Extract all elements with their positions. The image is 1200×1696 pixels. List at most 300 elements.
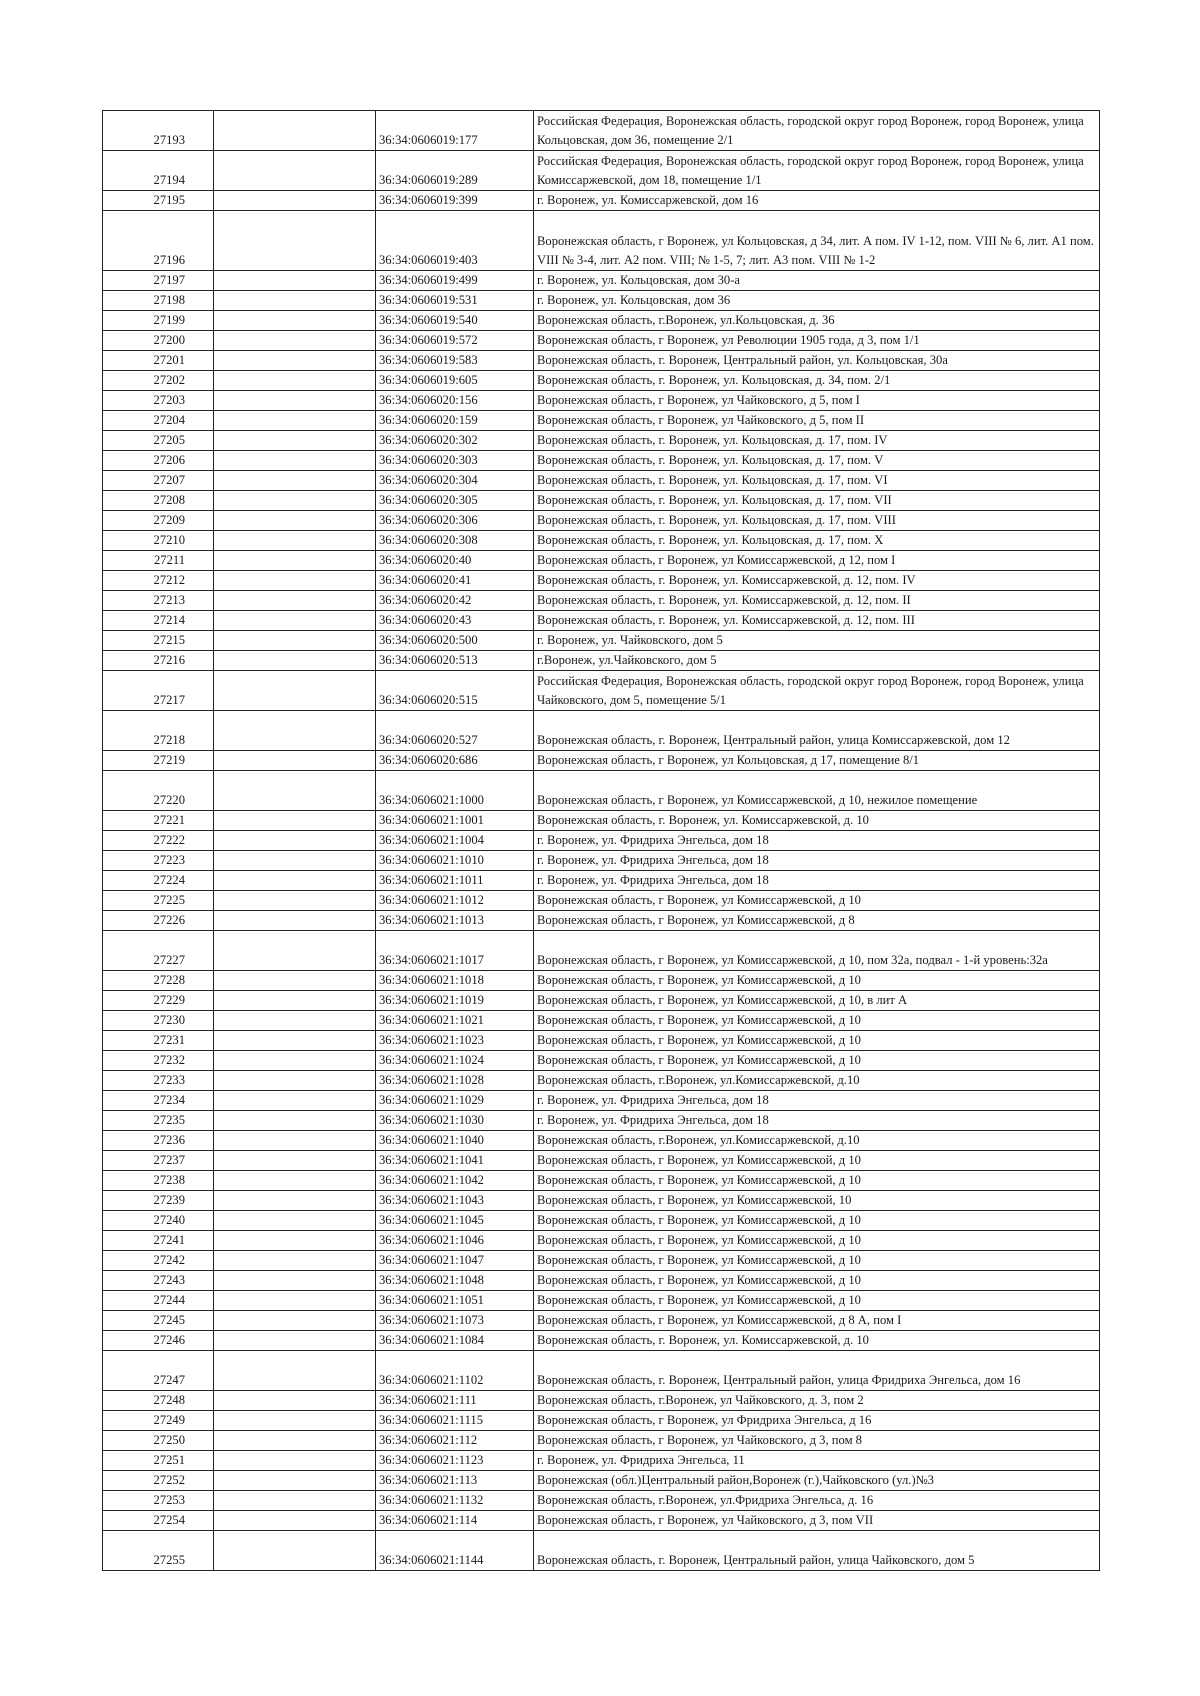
cadastral-number-cell: 36:34:0606021:1045 [376, 1211, 534, 1231]
row-number-cell: 27238 [103, 1171, 214, 1191]
row-number-cell: 27197 [103, 271, 214, 291]
address-cell: Воронежская область, г. Воронеж, Центральный район, ул. Кольцовская, 30а [534, 351, 1100, 371]
cadastral-number-cell: 36:34:0606020:527 [376, 711, 534, 751]
address-cell: Воронежская область, г Воронеж, ул Чайковского, д 3, пом VII [534, 1511, 1100, 1531]
row-number-cell: 27216 [103, 651, 214, 671]
row-number-cell: 27221 [103, 811, 214, 831]
row-number-cell: 27198 [103, 291, 214, 311]
cadastral-number-cell: 36:34:0606019:583 [376, 351, 534, 371]
address-cell: Воронежская область, г Воронеж, ул Комиссаржевской, д 10, нежилое помещение [534, 771, 1100, 811]
address-cell: Воронежская область, г Воронеж, ул Комиссаржевской, д 10, в лит А [534, 991, 1100, 1011]
cadastral-number-cell: 36:34:0606019:289 [376, 151, 534, 191]
row-number-cell: 27243 [103, 1271, 214, 1291]
table-row [103, 1111, 1100, 1131]
table-row [103, 291, 1100, 311]
table-row [103, 451, 1100, 471]
table-row [103, 391, 1100, 411]
table-row [103, 1411, 1100, 1431]
address-cell: Воронежская область, г Воронеж, ул Комиссаржевской, д 12, пом I [534, 551, 1100, 571]
table-row [103, 1251, 1100, 1271]
table-row [103, 331, 1100, 351]
empty-cell [214, 1351, 376, 1391]
cadastral-number-cell: 36:34:0606019:499 [376, 271, 534, 291]
empty-cell [214, 211, 376, 271]
empty-cell [214, 1031, 376, 1051]
row-number-cell: 27209 [103, 511, 214, 531]
address-cell: Воронежская область, г.Воронеж, ул Чайковского, д. 3, пом 2 [534, 1391, 1100, 1411]
table-row [103, 431, 1100, 451]
empty-cell [214, 1251, 376, 1271]
cadastral-number-cell: 36:34:0606021:1001 [376, 811, 534, 831]
cadastral-number-cell: 36:34:0606020:306 [376, 511, 534, 531]
row-number-cell: 27223 [103, 851, 214, 871]
address-cell: Воронежская область, г.Воронеж, ул.Комиссаржевской, д.10 [534, 1131, 1100, 1151]
table-row [103, 1151, 1100, 1171]
row-number-cell: 27220 [103, 771, 214, 811]
row-number-cell: 27206 [103, 451, 214, 471]
table-row [103, 1331, 1100, 1351]
cadastral-number-cell: 36:34:0606021:1010 [376, 851, 534, 871]
address-cell: г. Воронеж, ул. Фридриха Энгельса, дом 18 [534, 831, 1100, 851]
table-row [103, 871, 1100, 891]
row-number-cell: 27202 [103, 371, 214, 391]
table-row [103, 831, 1100, 851]
address-cell: Воронежская (обл.)Центральный район,Воронеж (г.),Чайковского (ул.)№3 [534, 1471, 1100, 1491]
empty-cell [214, 191, 376, 211]
address-cell: Воронежская область, г.Воронеж, ул.Фридриха Энгельса, д. 16 [534, 1491, 1100, 1511]
table-row [103, 511, 1100, 531]
cadastral-number-cell: 36:34:0606020:43 [376, 611, 534, 631]
cadastral-number-cell: 36:34:0606021:1046 [376, 1231, 534, 1251]
table-row [103, 1431, 1100, 1451]
row-number-cell: 27214 [103, 611, 214, 631]
cadastral-number-cell: 36:34:0606020:40 [376, 551, 534, 571]
address-cell: г. Воронеж, ул. Чайковского, дом 5 [534, 631, 1100, 651]
empty-cell [214, 431, 376, 451]
address-cell: Воронежская область, г Воронеж, ул Чайковского, д 3, пом 8 [534, 1431, 1100, 1451]
cadastral-number-cell: 36:34:0606021:1115 [376, 1411, 534, 1431]
row-number-cell: 27233 [103, 1071, 214, 1091]
table-row [103, 971, 1100, 991]
empty-cell [214, 611, 376, 631]
address-cell: Воронежская область, г. Воронеж, Центральный район, улица Фридриха Энгельса, дом 16 [534, 1351, 1100, 1391]
row-number-cell: 27229 [103, 991, 214, 1011]
address-cell: Воронежская область, г Воронеж, ул Комиссаржевской, д 10, пом 32а, подвал - 1-й уровень:32а [534, 931, 1100, 971]
address-cell: Воронежская область, г. Воронеж, ул. Комиссаржевской, д. 10 [534, 811, 1100, 831]
table-row [103, 471, 1100, 491]
cadastral-number-cell: 36:34:0606021:1030 [376, 1111, 534, 1131]
address-cell: Воронежская область, г Воронеж, ул Комиссаржевской, д 10 [534, 1231, 1100, 1251]
empty-cell [214, 1511, 376, 1531]
cadastral-number-cell: 36:34:0606021:112 [376, 1431, 534, 1451]
table-row [103, 351, 1100, 371]
empty-cell [214, 1211, 376, 1231]
address-cell: г. Воронеж, ул. Кольцовская, дом 36 [534, 291, 1100, 311]
cadastral-number-cell: 36:34:0606019:605 [376, 371, 534, 391]
address-cell: Воронежская область, г. Воронеж, ул. Комиссаржевской, д. 12, пом. IV [534, 571, 1100, 591]
table-row [103, 931, 1100, 971]
empty-cell [214, 811, 376, 831]
empty-cell [214, 771, 376, 811]
address-cell: Воронежская область, г Воронеж, ул Комиссаржевской, д 10 [534, 1051, 1100, 1071]
table-row [103, 611, 1100, 631]
row-number-cell: 27218 [103, 711, 214, 751]
cadastral-number-cell: 36:34:0606021:1011 [376, 871, 534, 891]
row-number-cell: 27213 [103, 591, 214, 611]
row-number-cell: 27199 [103, 311, 214, 331]
row-number-cell: 27203 [103, 391, 214, 411]
registry-body [103, 111, 1100, 1571]
address-cell: г. Воронеж, ул. Кольцовская, дом 30-а [534, 271, 1100, 291]
address-cell: Воронежская область, г Воронеж, ул Революции 1905 года, д 3, пом 1/1 [534, 331, 1100, 351]
address-cell: г. Воронеж, ул. Фридриха Энгельса, дом 18 [534, 1091, 1100, 1111]
row-number-cell: 27204 [103, 411, 214, 431]
cadastral-number-cell: 36:34:0606021:1043 [376, 1191, 534, 1211]
cadastral-number-cell: 36:34:0606020:156 [376, 391, 534, 411]
row-number-cell: 27226 [103, 911, 214, 931]
table-row [103, 991, 1100, 1011]
cadastral-number-cell: 36:34:0606020:304 [376, 471, 534, 491]
table-row [103, 751, 1100, 771]
address-cell: Воронежская область, г Воронеж, ул Комиссаржевской, д 10 [534, 1171, 1100, 1191]
empty-cell [214, 1431, 376, 1451]
empty-cell [214, 971, 376, 991]
row-number-cell: 27246 [103, 1331, 214, 1351]
table-row [103, 711, 1100, 751]
cadastral-number-cell: 36:34:0606021:1144 [376, 1531, 534, 1571]
row-number-cell: 27245 [103, 1311, 214, 1331]
address-cell: Воронежская область, г. Воронеж, ул. Комиссаржевской, д. 10 [534, 1331, 1100, 1351]
row-number-cell: 27200 [103, 331, 214, 351]
row-number-cell: 27236 [103, 1131, 214, 1151]
address-cell: Воронежская область, г Воронеж, ул Комиссаржевской, д 10 [534, 891, 1100, 911]
cadastral-number-cell: 36:34:0606021:1040 [376, 1131, 534, 1151]
cadastral-number-cell: 36:34:0606020:41 [376, 571, 534, 591]
empty-cell [214, 911, 376, 931]
cadastral-number-cell: 36:34:0606020:159 [376, 411, 534, 431]
row-number-cell: 27231 [103, 1031, 214, 1051]
row-number-cell: 27249 [103, 1411, 214, 1431]
address-cell: Воронежская область, г. Воронеж, ул. Комиссаржевской, д. 12, пом. III [534, 611, 1100, 631]
table-row [103, 851, 1100, 871]
address-cell: Воронежская область, г Воронеж, ул Комиссаржевской, д 8 [534, 911, 1100, 931]
cadastral-number-cell: 36:34:0606021:1084 [376, 1331, 534, 1351]
cadastral-number-cell: 36:34:0606019:399 [376, 191, 534, 211]
row-number-cell: 27248 [103, 1391, 214, 1411]
empty-cell [214, 451, 376, 471]
table-row [103, 1231, 1100, 1251]
row-number-cell: 27242 [103, 1251, 214, 1271]
empty-cell [214, 1391, 376, 1411]
cadastral-number-cell: 36:34:0606021:1018 [376, 971, 534, 991]
address-cell: г. Воронеж, ул. Фридриха Энгельса, дом 18 [534, 871, 1100, 891]
address-cell: Воронежская область, г. Воронеж, ул. Комиссаржевской, д. 12, пом. II [534, 591, 1100, 611]
cadastral-number-cell: 36:34:0606021:1023 [376, 1031, 534, 1051]
empty-cell [214, 471, 376, 491]
table-row [103, 1071, 1100, 1091]
registry-table [102, 110, 1100, 1571]
empty-cell [214, 1231, 376, 1251]
address-cell: Российская Федерация, Воронежская область, городской округ город Воронеж, город Воронеж, улица Комиссаржевской, дом 18, помещение 1/1 [534, 151, 1100, 191]
row-number-cell: 27217 [103, 671, 214, 711]
address-cell: Воронежская область, г Воронеж, ул Комиссаржевской, д 10 [534, 1271, 1100, 1291]
cadastral-number-cell: 36:34:0606021:1029 [376, 1091, 534, 1111]
address-cell: Воронежская область, г Воронеж, ул Чайковского, д 5, пом I [534, 391, 1100, 411]
cadastral-number-cell: 36:34:0606019:531 [376, 291, 534, 311]
row-number-cell: 27201 [103, 351, 214, 371]
empty-cell [214, 391, 376, 411]
row-number-cell: 27241 [103, 1231, 214, 1251]
address-cell: Воронежская область, г Воронеж, ул Комиссаржевской, д 10 [534, 1251, 1100, 1271]
table-row [103, 1011, 1100, 1031]
cadastral-number-cell: 36:34:0606021:1017 [376, 931, 534, 971]
cadastral-number-cell: 36:34:0606021:1012 [376, 891, 534, 911]
cadastral-number-cell: 36:34:0606021:1004 [376, 831, 534, 851]
empty-cell [214, 1331, 376, 1351]
cadastral-number-cell: 36:34:0606020:303 [376, 451, 534, 471]
row-number-cell: 27250 [103, 1431, 214, 1451]
empty-cell [214, 751, 376, 771]
table-row [103, 1271, 1100, 1291]
empty-cell [214, 111, 376, 151]
table-row [103, 651, 1100, 671]
cadastral-number-cell: 36:34:0606020:515 [376, 671, 534, 711]
row-number-cell: 27196 [103, 211, 214, 271]
table-row [103, 551, 1100, 571]
empty-cell [214, 671, 376, 711]
row-number-cell: 27239 [103, 1191, 214, 1211]
cadastral-number-cell: 36:34:0606021:1048 [376, 1271, 534, 1291]
table-row [103, 1211, 1100, 1231]
row-number-cell: 27235 [103, 1111, 214, 1131]
address-cell: Воронежская область, г. Воронеж, ул. Кольцовская, д. 17, пом. VII [534, 491, 1100, 511]
address-cell: Воронежская область, г Воронеж, ул Кольцовская, д 34, лит. А пом. IV 1-12, пом. VIII № 6, лит. А1 пом. VIII № 3-4, лит. А2 пом. VIII; № 1-5, 7; лит. А3 пом. VIII № 1-2 [534, 211, 1100, 271]
empty-cell [214, 1131, 376, 1151]
empty-cell [214, 1151, 376, 1171]
empty-cell [214, 1011, 376, 1031]
row-number-cell: 27253 [103, 1491, 214, 1511]
cadastral-number-cell: 36:34:0606021:1073 [376, 1311, 534, 1331]
address-cell: Воронежская область, г. Воронеж, ул. Кольцовская, д. 17, пом. X [534, 531, 1100, 551]
table-row [103, 1171, 1100, 1191]
row-number-cell: 27210 [103, 531, 214, 551]
table-row [103, 371, 1100, 391]
empty-cell [214, 1071, 376, 1091]
row-number-cell: 27207 [103, 471, 214, 491]
cadastral-number-cell: 36:34:0606021:1013 [376, 911, 534, 931]
empty-cell [214, 291, 376, 311]
table-row [103, 771, 1100, 811]
row-number-cell: 27247 [103, 1351, 214, 1391]
address-cell: Воронежская область, г. Воронеж, ул. Кольцовская, д. 17, пом. V [534, 451, 1100, 471]
empty-cell [214, 371, 376, 391]
table-row [103, 531, 1100, 551]
cadastral-number-cell: 36:34:0606021:1102 [376, 1351, 534, 1391]
table-row [103, 1391, 1100, 1411]
cadastral-number-cell: 36:34:0606021:1042 [376, 1171, 534, 1191]
empty-cell [214, 1171, 376, 1191]
empty-cell [214, 1091, 376, 1111]
address-cell: Воронежская область, г. Воронеж, ул. Кольцовская, д. 17, пом. VI [534, 471, 1100, 491]
empty-cell [214, 711, 376, 751]
table-row [103, 631, 1100, 651]
cadastral-number-cell: 36:34:0606021:1028 [376, 1071, 534, 1091]
cadastral-number-cell: 36:34:0606021:1019 [376, 991, 534, 1011]
address-cell: г. Воронеж, ул. Фридриха Энгельса, дом 18 [534, 1111, 1100, 1131]
empty-cell [214, 151, 376, 191]
cadastral-number-cell: 36:34:0606021:113 [376, 1471, 534, 1491]
cadastral-number-cell: 36:34:0606020:686 [376, 751, 534, 771]
cadastral-number-cell: 36:34:0606021:1132 [376, 1491, 534, 1511]
row-number-cell: 27240 [103, 1211, 214, 1231]
row-number-cell: 27205 [103, 431, 214, 451]
cadastral-number-cell: 36:34:0606019:540 [376, 311, 534, 331]
row-number-cell: 27208 [103, 491, 214, 511]
cadastral-number-cell: 36:34:0606020:305 [376, 491, 534, 511]
address-cell: г.Воронеж, ул.Чайковского, дом 5 [534, 651, 1100, 671]
row-number-cell: 27195 [103, 191, 214, 211]
table-row [103, 1091, 1100, 1111]
table-row [103, 311, 1100, 331]
address-cell: Воронежская область, г Воронеж, ул Комиссаржевской, д 10 [534, 1291, 1100, 1311]
table-row [103, 491, 1100, 511]
table-row [103, 911, 1100, 931]
address-cell: Воронежская область, г Воронеж, ул Комиссаржевской, д 8 А, пом I [534, 1311, 1100, 1331]
row-number-cell: 27215 [103, 631, 214, 651]
empty-cell [214, 871, 376, 891]
row-number-cell: 27244 [103, 1291, 214, 1311]
table-row [103, 591, 1100, 611]
empty-cell [214, 271, 376, 291]
cadastral-number-cell: 36:34:0606019:572 [376, 331, 534, 351]
address-cell: Воронежская область, г Воронеж, ул Комиссаржевской, 10 [534, 1191, 1100, 1211]
table-row [103, 1131, 1100, 1151]
cadastral-number-cell: 36:34:0606020:513 [376, 651, 534, 671]
address-cell: Российская Федерация, Воронежская область, городской округ город Воронеж, город Воронеж, улица Чайковского, дом 5, помещение 5/1 [534, 671, 1100, 711]
empty-cell [214, 651, 376, 671]
empty-cell [214, 1471, 376, 1491]
address-cell: Воронежская область, г Воронеж, ул Комиссаржевской, д 10 [534, 1151, 1100, 1171]
row-number-cell: 27255 [103, 1531, 214, 1571]
address-cell: Воронежская область, г Воронеж, ул Комиссаржевской, д 10 [534, 1211, 1100, 1231]
row-number-cell: 27230 [103, 1011, 214, 1031]
cadastral-number-cell: 36:34:0606021:1000 [376, 771, 534, 811]
row-number-cell: 27237 [103, 1151, 214, 1171]
empty-cell [214, 511, 376, 531]
table-row [103, 211, 1100, 271]
table-row [103, 1191, 1100, 1211]
address-cell: Воронежская область, г. Воронеж, Центральный район, улица Чайковского, дом 5 [534, 1531, 1100, 1571]
empty-cell [214, 891, 376, 911]
table-row [103, 1491, 1100, 1511]
cadastral-number-cell: 36:34:0606020:42 [376, 591, 534, 611]
cadastral-number-cell: 36:34:0606021:1024 [376, 1051, 534, 1071]
empty-cell [214, 1531, 376, 1571]
table-row [103, 1471, 1100, 1491]
empty-cell [214, 851, 376, 871]
empty-cell [214, 551, 376, 571]
empty-cell [214, 411, 376, 431]
row-number-cell: 27234 [103, 1091, 214, 1111]
table-row [103, 151, 1100, 191]
row-number-cell: 27251 [103, 1451, 214, 1471]
empty-cell [214, 631, 376, 651]
table-row [103, 1451, 1100, 1471]
cadastral-number-cell: 36:34:0606021:1041 [376, 1151, 534, 1171]
row-number-cell: 27219 [103, 751, 214, 771]
empty-cell [214, 931, 376, 971]
address-cell: Воронежская область, г. Воронеж, ул. Кольцовская, д. 34, пом. 2/1 [534, 371, 1100, 391]
table-row [103, 571, 1100, 591]
empty-cell [214, 331, 376, 351]
empty-cell [214, 571, 376, 591]
empty-cell [214, 1451, 376, 1471]
cadastral-number-cell: 36:34:0606021:1047 [376, 1251, 534, 1271]
empty-cell [214, 1291, 376, 1311]
empty-cell [214, 491, 376, 511]
empty-cell [214, 1411, 376, 1431]
empty-cell [214, 311, 376, 331]
table-row [103, 1031, 1100, 1051]
address-cell: Российская Федерация, Воронежская область, городской округ город Воронеж, город Воронеж, улица Кольцовская, дом 36, помещение 2/1 [534, 111, 1100, 151]
address-cell: Воронежская область, г. Воронеж, ул. Кольцовская, д. 17, пом. VIII [534, 511, 1100, 531]
table-row [103, 891, 1100, 911]
address-cell: Воронежская область, г.Воронеж, ул.Кольцовская, д. 36 [534, 311, 1100, 331]
address-cell: Воронежская область, г Воронеж, ул Комиссаржевской, д 10 [534, 1031, 1100, 1051]
empty-cell [214, 351, 376, 371]
empty-cell [214, 991, 376, 1011]
cadastral-number-cell: 36:34:0606020:302 [376, 431, 534, 451]
address-cell: Воронежская область, г. Воронеж, Центральный район, улица Комиссаржевской, дом 12 [534, 711, 1100, 751]
address-cell: Воронежская область, г Воронеж, ул Фридриха Энгельса, д 16 [534, 1411, 1100, 1431]
empty-cell [214, 831, 376, 851]
row-number-cell: 27232 [103, 1051, 214, 1071]
address-cell: Воронежская область, г Воронеж, ул Комиссаржевской, д 10 [534, 1011, 1100, 1031]
empty-cell [214, 531, 376, 551]
cadastral-number-cell: 36:34:0606021:1051 [376, 1291, 534, 1311]
address-cell: Воронежская область, г Воронеж, ул Чайковского, д 5, пом II [534, 411, 1100, 431]
row-number-cell: 27212 [103, 571, 214, 591]
row-number-cell: 27227 [103, 931, 214, 971]
row-number-cell: 27194 [103, 151, 214, 191]
row-number-cell: 27193 [103, 111, 214, 151]
empty-cell [214, 1271, 376, 1291]
cadastral-number-cell: 36:34:0606021:114 [376, 1511, 534, 1531]
address-cell: Воронежская область, г Воронеж, ул Комиссаржевской, д 10 [534, 971, 1100, 991]
cadastral-number-cell: 36:34:0606021:1021 [376, 1011, 534, 1031]
address-cell: г. Воронеж, ул. Фридриха Энгельса, 11 [534, 1451, 1100, 1471]
row-number-cell: 27225 [103, 891, 214, 911]
table-row [103, 1051, 1100, 1071]
cadastral-number-cell: 36:34:0606021:111 [376, 1391, 534, 1411]
address-cell: Воронежская область, г Воронеж, ул Кольцовская, д 17, помещение 8/1 [534, 751, 1100, 771]
address-cell: Воронежская область, г. Воронеж, ул. Кольцовская, д. 17, пом. IV [534, 431, 1100, 451]
table-row [103, 1291, 1100, 1311]
table-row [103, 111, 1100, 151]
cadastral-number-cell: 36:34:0606019:403 [376, 211, 534, 271]
cadastral-number-cell: 36:34:0606019:177 [376, 111, 534, 151]
table-row [103, 1531, 1100, 1571]
table-row [103, 1351, 1100, 1391]
table-row [103, 271, 1100, 291]
empty-cell [214, 591, 376, 611]
table-row [103, 1311, 1100, 1331]
empty-cell [214, 1311, 376, 1331]
empty-cell [214, 1051, 376, 1071]
table-row [103, 671, 1100, 711]
table-row [103, 1511, 1100, 1531]
address-cell: г. Воронеж, ул. Фридриха Энгельса, дом 18 [534, 851, 1100, 871]
